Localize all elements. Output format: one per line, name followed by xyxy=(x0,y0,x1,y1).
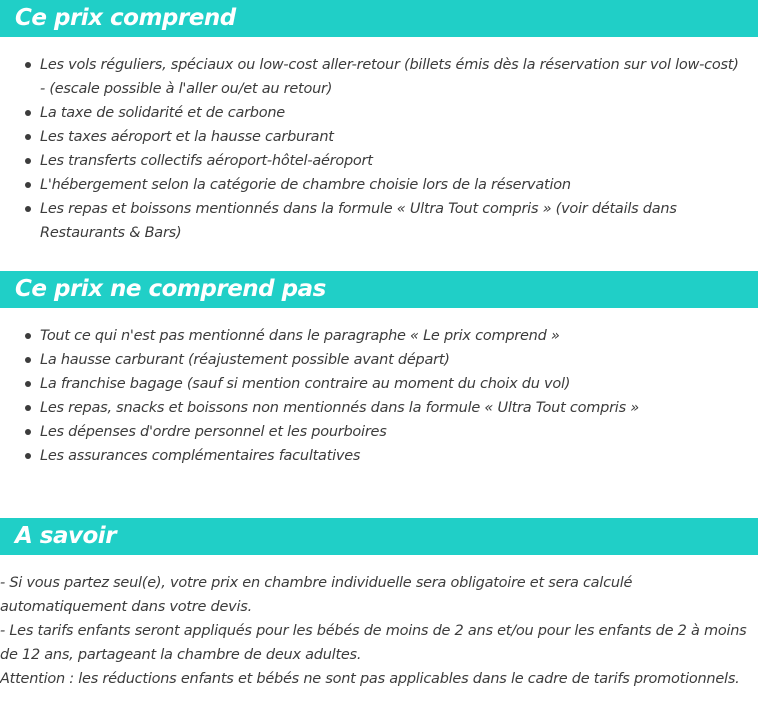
bullet-icon xyxy=(25,62,31,68)
bullet-icon xyxy=(25,134,31,140)
list-item-text: Les transferts collectifs aéroport-hôtel-aéroport xyxy=(40,153,373,169)
bullet-icon xyxy=(25,182,31,188)
list-item-text: Les repas, snacks et boissons non mentionnés dans la formule « Ultra Tout compris » xyxy=(40,400,639,416)
bullet-icon xyxy=(25,405,31,411)
list-item xyxy=(0,372,758,396)
bullet-icon xyxy=(25,206,31,212)
list-item xyxy=(0,197,758,245)
list-item-text: La taxe de solidarité et de carbone xyxy=(40,105,285,121)
list-item xyxy=(0,396,758,420)
list-item-text: Tout ce qui n'est pas mentionné dans le paragraphe « Le prix comprend » xyxy=(40,328,560,344)
bullet-icon xyxy=(25,429,31,435)
list-item-text: Les vols réguliers, spéciaux ou low-cost aller-retour (billets émis dès la réservation sur vol low-cost) - (escale possible à l'aller ou/et au retour) xyxy=(40,57,739,97)
list-item xyxy=(0,101,758,125)
bullet-icon xyxy=(25,357,31,363)
info-text xyxy=(0,571,752,691)
list-item-text: Les dépenses d'ordre personnel et les pourboires xyxy=(40,424,387,440)
list-item-text: Les assurances complémentaires facultatives xyxy=(40,448,361,464)
list-item xyxy=(0,173,758,197)
bullet-icon xyxy=(25,333,31,339)
list-item-text: La hausse carburant (réajustement possible avant départ) xyxy=(40,352,450,368)
includes-list xyxy=(0,53,758,245)
bullet-icon xyxy=(25,453,31,459)
list-item xyxy=(0,53,758,101)
list-item xyxy=(0,420,758,444)
excludes-list xyxy=(0,324,758,468)
list-item-text: L'hébergement selon la catégorie de chambre choisie lors de la réservation xyxy=(40,177,571,193)
section-title-info: A savoir xyxy=(0,518,758,555)
info-line: - Les tarifs enfants seront appliqués pour les bébés de moins de 2 ans et/ou pour les enfants de 2 à moins de 12 ans, partageant la chambre de deux adultes. xyxy=(0,623,747,663)
bullet-icon xyxy=(25,158,31,164)
bullet-icon xyxy=(25,110,31,116)
list-item-text: La franchise bagage (sauf si mention contraire au moment du choix du vol) xyxy=(40,376,571,392)
info-line: Attention : les réductions enfants et bébés ne sont pas applicables dans le cadre de tarifs promotionnels. xyxy=(0,671,740,687)
section-title-excludes: Ce prix ne comprend pas xyxy=(0,271,758,308)
list-item xyxy=(0,125,758,149)
list-item xyxy=(0,444,758,468)
list-item-text: Les repas et boissons mentionnés dans la formule « Ultra Tout compris » (voir détails dans Restaurants & Bars) xyxy=(40,201,677,241)
list-item xyxy=(0,149,758,173)
section-title-includes: Ce prix comprend xyxy=(0,0,758,37)
info-line: - Si vous partez seul(e), votre prix en chambre individuelle sera obligatoire et sera calculé automatiquement dans votre devis. xyxy=(0,575,633,615)
bullet-icon xyxy=(25,381,31,387)
list-item-text: Les taxes aéroport et la hausse carburant xyxy=(40,129,334,145)
list-item xyxy=(0,324,758,348)
list-item xyxy=(0,348,758,372)
